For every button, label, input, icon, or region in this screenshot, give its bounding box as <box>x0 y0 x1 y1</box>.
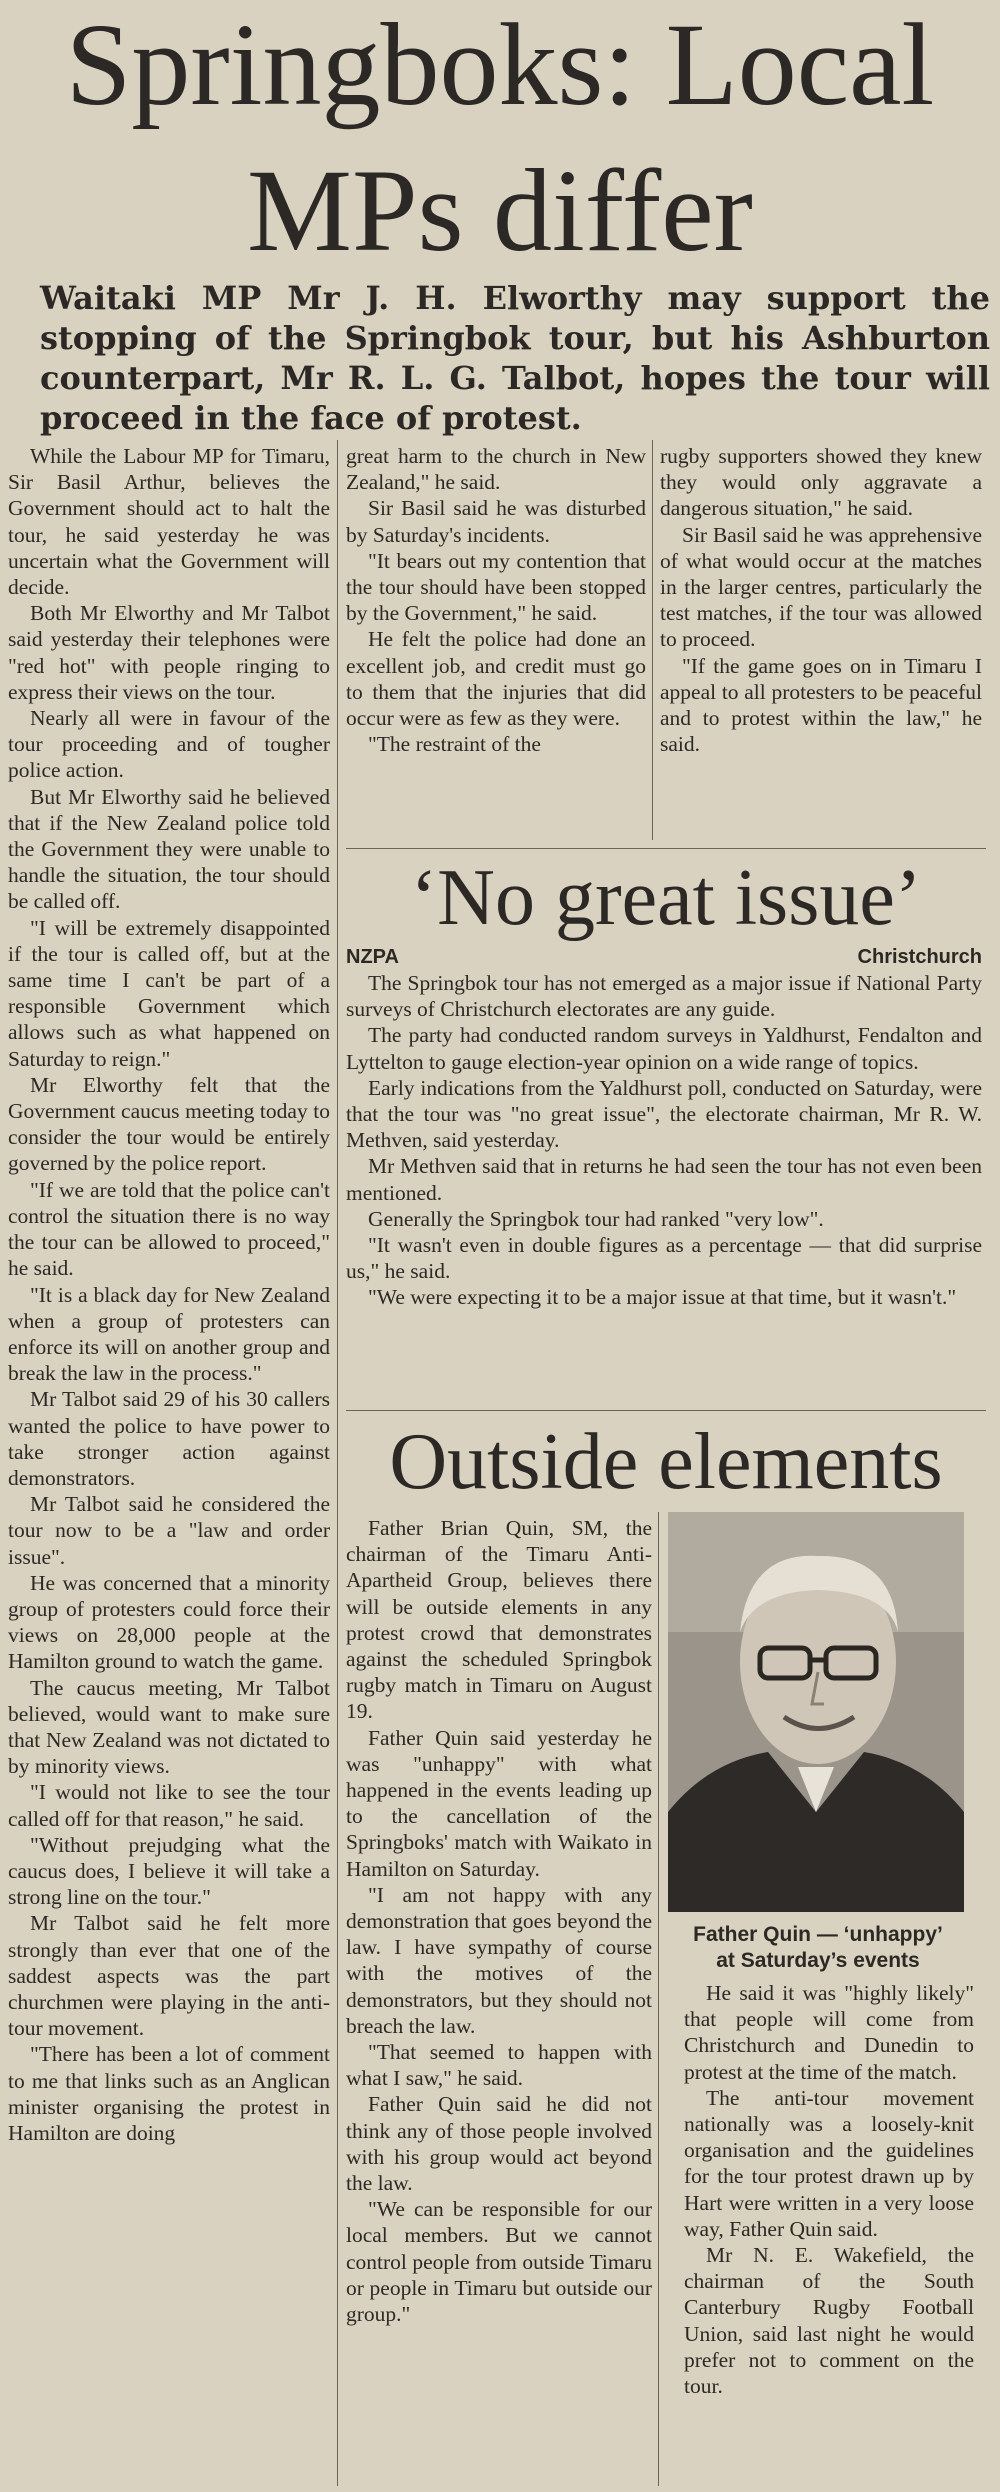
paragraph: "It wasn't even in double figures as a percentage — that did surprise us," he said. <box>346 1233 982 1284</box>
paragraph: Mr N. E. Wakefield, the chairman of the South Canterbury Rugby Football Union, said last night he would prefer not to comment on the tour. <box>684 2243 974 2399</box>
story3-column-1 <box>346 1515 652 2327</box>
paragraph: "If the game goes on in Timaru I appeal to all protesters to be peaceful and to protest within the law," he said. <box>660 653 982 757</box>
paragraph: Mr Talbot said he felt more strongly than ever that one of the saddest aspects was the part churchmen were playing in the anti-tour movement. <box>8 1911 330 2041</box>
paragraph: Mr Talbot said he considered the tour now to be a "law and order issue". <box>8 1492 330 1569</box>
paragraph: He was concerned that a minority group of protesters could force their views on 28,000 people at the Hamilton ground to watch the game. <box>8 1570 330 1674</box>
paragraph: great harm to the church in New Zealand," he said. <box>346 444 646 495</box>
paragraph: "There has been a lot of comment to me that links such as an Anglican minister organising the protest in Hamilton are doing <box>8 2042 330 2145</box>
paragraph: "That seemed to happen with what I saw," he said. <box>346 2040 652 2091</box>
paragraph: "I will be extremely disappointed if the tour is called off, but at the same time I can't be part of a responsible Government which allows such as what happened on Saturday to reign." <box>8 915 330 1071</box>
paragraph: Father Brian Quin, SM, the chairman of the Timaru Anti-Apartheid Group, believes there will be outside elements in any protest crowd that demonstrates against the scheduled Springbok rugby match in Timaru on August 19. <box>346 1516 652 1724</box>
story2-headline: ‘No great issue’ <box>410 854 922 942</box>
paragraph: "We can be responsible for our local members. But we cannot control people from outside Timaru or people in Timaru but outside our group." <box>346 2197 652 2327</box>
story3-headline: Outside elements <box>389 1418 943 1506</box>
column-rule <box>652 440 653 840</box>
paragraph: Sir Basil said he was apprehensive of what would occur at the matches in the larger centres, particularly the test matches, if the tour was allowed to proceed. <box>660 522 982 652</box>
paragraph: The anti-tour movement nationally was a loosely-knit organisation and the guidelines for the tour protest drawn up by Hart were written in a very loose way, Father Quin said. <box>684 2085 974 2241</box>
paragraph: "It bears out my contention that the tour should have been stopped by the Government," he said. <box>346 548 646 626</box>
headline-line-2: MPs differ <box>247 145 753 276</box>
paragraph: Generally the Springbok tour had ranked "very low". <box>368 1206 824 1231</box>
standfirst: Waitaki MP Mr J. H. Elworthy may support the stopping of the Springbok tour, but his Ashburton counterpart, Mr R. L. G. Talbot, hopes the tour will proceed in the face of protest. <box>40 279 990 437</box>
photo-caption-line: Father Quin — ‘unhappy’ <box>693 1923 943 1946</box>
photo-caption <box>664 1922 972 1974</box>
paragraph: Sir Basil said he was disturbed by Saturday's incidents. <box>346 496 646 547</box>
dateline: Christchurch <box>857 946 982 968</box>
story2-body <box>346 970 982 1311</box>
column-rule <box>337 440 338 2486</box>
photo-caption-line: at Saturday’s events <box>716 1949 920 1972</box>
paragraph: "We were expecting it to be a major issue at that time, but it wasn't." <box>368 1285 957 1310</box>
main-story-column-2 <box>346 443 646 757</box>
paragraph: He felt the police had done an excellent job, and credit must go to them that the injuries that did occur were as few as they were. <box>346 627 646 731</box>
paragraph: Early indications from the Yaldhurst poll, conducted on Saturday, were that the tour was "no great issue", the electorate chairman, Mr R. W. Methven, said yesterday. <box>346 1075 982 1153</box>
portrait-photo-image <box>668 1512 964 1912</box>
section-rule <box>346 1410 986 1411</box>
paragraph: "Without prejudging what the caucus does, I believe it will take a strong line on the tour." <box>8 1832 330 1910</box>
paragraph: But Mr Elworthy said he believed that if the New Zealand police told the Government they were unable to handle the situation, the tour should be called off. <box>8 784 330 914</box>
column-rule <box>658 1512 659 2486</box>
paragraph: Father Quin said he did not think any of those people involved with his group would act beyond the law. <box>346 2092 652 2196</box>
portrait-photo <box>668 1512 964 1912</box>
main-story-column-1 <box>8 443 330 2146</box>
paragraph: "I am not happy with any demonstration that goes beyond the law. I have sympathy of course with the motives of the demonstrators, but they should not breach the law. <box>346 1882 652 2038</box>
agency-label: NZPA <box>346 946 399 968</box>
paragraph: Mr Elworthy felt that the Government caucus meeting today to consider the tour would be entirely governed by the police report. <box>8 1072 330 1176</box>
paragraph: He said it was "highly likely" that people will come from Christchurch and Dunedin to protest at the time of the match. <box>684 1981 974 2084</box>
paragraph: The caucus meeting, Mr Talbot believed, would want to make sure that New Zealand was not dictated to by minority views. <box>8 1675 330 1779</box>
paragraph: "I would not like to see the tour called off for that reason," he said. <box>8 1780 330 1831</box>
paragraph: "The restraint of the <box>368 732 541 757</box>
headline-line-1: Springboks: Local <box>65 0 935 130</box>
story2-byline <box>346 946 982 969</box>
story3-column-2 <box>684 1980 974 2399</box>
paragraph: "It is a black day for New Zealand when a group of protesters can enforce its will on another group and break the law in the process." <box>8 1282 330 1386</box>
paragraph: Mr Methven said that in returns he had seen the tour has not even been mentioned. <box>346 1154 982 1205</box>
paragraph: While the Labour MP for Timaru, Sir Basil Arthur, believes the Government should act to halt the tour, he said yesterday he was uncertain what the Government will decide. <box>8 444 330 600</box>
paragraph: The Springbok tour has not emerged as a major issue if National Party surveys of Christchurch electorates are any guide. <box>346 971 982 1022</box>
paragraph: Both Mr Elworthy and Mr Talbot said yesterday their telephones were "red hot" with people ringing to express their views on the tour. <box>8 601 330 704</box>
paragraph: Nearly all were in favour of the tour proceeding and of tougher police action. <box>8 706 330 783</box>
paragraph: Mr Talbot said 29 of his 30 callers wanted the police to have power to take stronger action against demonstrators. <box>8 1387 330 1490</box>
paragraph: Father Quin said yesterday he was "unhappy" with what happened in the events leading up to the cancellation of the Springboks' match with Waikato in Hamilton on Saturday. <box>346 1725 652 1881</box>
paragraph: rugby supporters showed they knew they would only aggravate a dangerous situation," he said. <box>660 444 982 521</box>
main-story-column-3 <box>660 443 982 757</box>
paragraph: "If we are told that the police can't control the situation there is no way the tour can be allowed to proceed," he said. <box>8 1177 330 1281</box>
paragraph: The party had conducted random surveys in Yaldhurst, Fendalton and Lyttelton to gauge election-year opinion on a wide range of topics. <box>346 1023 982 1074</box>
section-rule <box>346 848 986 849</box>
